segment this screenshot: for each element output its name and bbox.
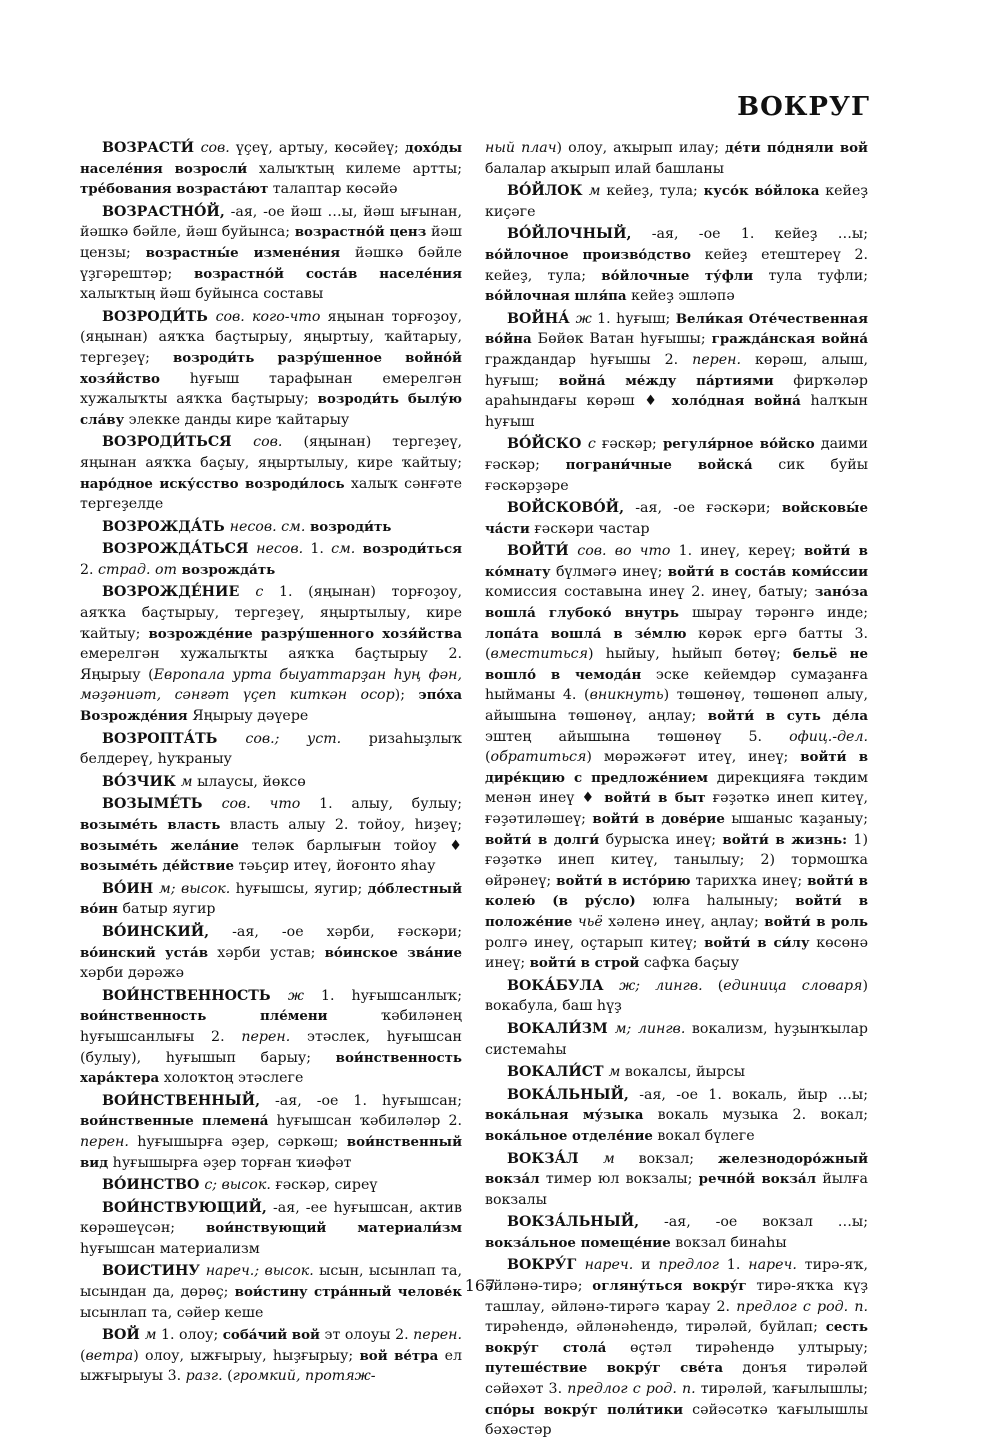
translation-text: вокал бүлеге <box>652 1127 755 1144</box>
translation-text: ( <box>702 977 724 994</box>
translation-text: йәш цензы; <box>80 224 462 261</box>
translation-text: юлға һалыныу; <box>635 893 796 910</box>
translation-text: батыр яугир <box>117 901 216 918</box>
example-phrase: вои́нственность хара́ктера <box>80 1049 462 1087</box>
headword: ВОКАЛИ́СТ <box>507 1064 609 1081</box>
translation-text: халыҡтың йәш буйынса составы <box>80 286 324 303</box>
grammar-label: вместиться <box>490 646 589 663</box>
translation-text: кейеҙ етештереү 2. кейеҙ, тула; <box>485 246 868 284</box>
translation-text: 1. һуғыш; <box>591 310 676 327</box>
dictionary-entry <box>80 729 462 770</box>
grammar-label: ж; лингв. <box>619 977 703 994</box>
example-phrase: возрожда́ть <box>177 561 276 578</box>
headword: ВО́ЙЛОЧНЫЙ, <box>507 226 632 243</box>
grammar-label: сов. <box>253 434 283 451</box>
example-phrase: вокза́льное помеще́ние <box>485 1234 671 1251</box>
example-phrase: войти́ в дове́рие <box>592 811 725 827</box>
example-phrase: возроди́ть былу́ю сла́ву <box>80 391 462 428</box>
headword: ВОЗРОПТА́ТЬ <box>102 730 246 747</box>
translation-text: вокаль музыка 2. вокал; <box>643 1107 868 1124</box>
dictionary-entry <box>80 539 462 580</box>
translation-text: үҫеү, артыу, көсәйеү; <box>229 140 405 156</box>
translation-text: граждандар һуғышы 2. <box>485 351 693 368</box>
example-phrase: вока́льное отделе́ние <box>485 1127 653 1144</box>
headword: ВО́ЙСКО <box>507 436 588 453</box>
translation-text: дирекцияға тәкдим менән инеү ♦ <box>485 769 868 807</box>
translation-text: кейеҙ, тула; <box>600 183 704 200</box>
headword: ВО́ЗЧИК <box>102 773 181 790</box>
dictionary-entry <box>485 309 868 433</box>
headword: ВОЗЫМЕ́ТЬ <box>102 796 222 813</box>
example-phrase: во́йлочная шля́па <box>485 288 627 305</box>
translation-text: комиссия составына инеү 2. инеү, батыу; <box>485 584 815 601</box>
translation-text: эт олоуы 2. <box>319 1327 414 1344</box>
translation-text: -ая, -ое вокзал …ы; <box>639 1214 868 1231</box>
dictionary-entry <box>80 432 462 514</box>
grammar-label: единица словаря <box>723 977 863 994</box>
grammar-label: предлог с род. п. <box>567 1381 696 1398</box>
example-phrase: дохо́ды населе́ния возросли́ <box>80 140 463 177</box>
dictionary-entry <box>80 1175 462 1196</box>
headword: ВОЗРОЖДА́ТЬ <box>102 518 230 535</box>
grammar-label: с; высок. <box>204 1177 271 1194</box>
translation-text: ғәскәр; <box>595 436 663 453</box>
headword: ВО́ИНСТВО <box>102 1177 205 1194</box>
translation-text: ) төшөнөү, төшөнөп алыу, айышына төшөнөү, аңлау; <box>485 687 869 725</box>
example-phrase: путеше́ствие вокру́г све́та <box>485 1360 724 1377</box>
translation-text: 1) ғәҙәткә инеп китеү, танылыу; 2) тормошҡа өйрәнеү; <box>485 831 868 889</box>
translation-text: ел ыжғырыуы 3. <box>80 1347 462 1385</box>
example-phrase: возроди́ть <box>305 518 392 535</box>
example-phrase: железнодоро́жный вокза́л <box>485 1150 869 1188</box>
grammar-label: обратиться <box>490 749 587 766</box>
dictionary-entry <box>80 879 462 920</box>
translation-text: һуғышсан ҡәбиләләр 2. <box>268 1113 462 1130</box>
grammar-label: Европала урта быуаттарҙан һуң фән, мәҙәниәт, сәнғәт үҫеп киткән осор <box>80 666 462 704</box>
headword: ВОКА́БУЛА <box>507 977 620 994</box>
example-phrase: возыме́ть жела́ние <box>80 837 239 854</box>
translation-text: 2. <box>80 561 99 578</box>
grammar-label: офиц.-дел. <box>789 728 868 745</box>
example-phrase: вои́нственность пле́мени <box>80 1008 328 1025</box>
grammar-label: сов. <box>200 140 230 156</box>
grammar-label: м <box>602 1150 615 1167</box>
example-phrase: наро́дное иску́сство возроди́лось <box>80 475 345 492</box>
headword: ВОИ́НСТВУЮЩИЙ, <box>102 1199 267 1216</box>
example-phrase: вои́стину стра́нный челове́к <box>234 1284 462 1301</box>
grammar-label: ж <box>575 310 592 327</box>
example-phrase: холо́дная война́ <box>671 393 801 410</box>
dictionary-entry <box>485 498 868 539</box>
example-phrase: во́йлочные ту́фли <box>601 267 754 284</box>
headword: ВОКРУ́Г <box>507 1257 585 1274</box>
headword: ВОИСТИНУ <box>102 1263 206 1280</box>
example-phrase: войти́ в колею́ (в ру́сло) <box>485 872 868 910</box>
translation-text: ( <box>222 1368 233 1385</box>
translation-text: балалар аҡырып илай башланы <box>485 160 725 177</box>
translation-text: ) мөрәжәғәт итеү, инеү; <box>586 749 801 766</box>
translation-text: емерелгән хужалыҡты аяҡҡа баҫтырыу 2. Яңырыу ( <box>80 646 462 683</box>
translation-text: Яңырыу дәүере <box>187 708 309 725</box>
dictionary-entry <box>485 434 868 496</box>
example-phrase: возыме́ть власть <box>80 817 221 833</box>
example-phrase: войти́ в долги́ <box>485 831 600 848</box>
grammar-label: предлог с род. п. <box>736 1298 869 1315</box>
grammar-label: ж <box>287 987 305 1004</box>
grammar-label: сов. во что <box>577 543 671 560</box>
headword: ВО́ИНСКИЙ, <box>102 923 210 940</box>
dictionary-entry <box>80 202 462 305</box>
headword: ВОЙТИ́ <box>507 543 578 560</box>
dictionary-entry <box>80 517 462 538</box>
grammar-label: сов.; уст. <box>245 730 342 747</box>
grammar-label: страд. от <box>98 561 177 578</box>
dictionary-entry <box>485 224 868 306</box>
headword: ВОКА́ЛЬНЫЙ, <box>507 1086 629 1103</box>
translation-text: власть алыу 2. тойоу, һиҙеү; <box>220 817 462 833</box>
grammar-label: с <box>587 436 596 453</box>
translation-text: ризаһыҙлыҡ белдереү, һуҡраныу <box>80 730 463 768</box>
translation-text: тәьҫир итеү, йоғонто яһау <box>234 858 436 875</box>
translation-text: ) вокабула, баш һүҙ <box>485 977 868 1015</box>
example-phrase: войти́ в соста́в коми́ссии <box>667 563 868 580</box>
translation-text: ) олоу, аҡырып илау; <box>556 140 726 156</box>
example-phrase: возрожде́ние разру́шенного хозя́йства <box>148 625 462 642</box>
dictionary-entry <box>485 1085 868 1147</box>
example-phrase: пограни́чные войска́ <box>565 456 753 473</box>
example-phrase: регуля́рное во́йско <box>662 436 815 453</box>
translation-text: элекке данды кире ҡайтарыу <box>124 411 350 428</box>
example-phrase: во́йлочное произво́дство <box>485 246 691 263</box>
dictionary-entry <box>485 1212 868 1253</box>
translation-text: 1. инеү, кереү; <box>670 543 804 560</box>
dictionary-entry <box>80 986 462 1089</box>
grammar-label: м <box>180 773 193 790</box>
headword: ВОЙ <box>102 1327 145 1344</box>
translation-text: (яңынан) тергеҙеү, яңынан аяҡҡа баҫыу, яңыртылыу, кире ҡайтыу; <box>80 434 462 471</box>
example-phrase: война́ ме́жду па́ртиями <box>558 372 774 389</box>
example-phrase: вока́льная му́зыка <box>485 1107 644 1124</box>
grammar-label: нареч.; высок. <box>205 1263 314 1280</box>
example-phrase: де́ти по́дняли вой <box>725 140 868 156</box>
example-phrase: войти́ в исто́рию <box>556 872 691 889</box>
translation-text: көрәк ергә батты 3. ( <box>485 625 868 663</box>
translation-text: хәрби устав; <box>208 944 325 961</box>
headword: ВОЙНА́ <box>507 310 576 327</box>
translation-text: бүлмәгә инеү; <box>550 563 668 580</box>
translation-text: ышаныс ҡаҙаныу; <box>724 811 868 827</box>
dictionary-entry <box>80 1325 462 1387</box>
example-phrase: войти́ в быт <box>604 790 706 807</box>
translation-text: ғәҙәткә инеп китеү, ғәҙәтиләшеү; <box>485 790 868 827</box>
translation-text: көрәш, алыш, һуғыш; <box>485 351 868 389</box>
example-phrase: сесть вокру́г стола́ <box>485 1319 868 1356</box>
example-phrase: вои́нственные племена́ <box>80 1113 269 1130</box>
translation-text: йылға вокзалы <box>485 1171 868 1208</box>
translation-text: шырау тәрәнгә инде; <box>679 605 868 622</box>
example-phrase: войти́ в си́лу <box>704 934 810 951</box>
grammar-label: перен. <box>413 1327 462 1344</box>
headword: ВОКАЛИ́ЗМ <box>507 1020 615 1037</box>
translation-text: -ая, -ое 1. һуғышсан; <box>260 1092 462 1109</box>
headword: ВОЗРАСТНО́Й, <box>102 203 225 220</box>
grammar-label: ный плач <box>485 140 557 156</box>
translation-text: һуғышсан материализм <box>80 1240 260 1257</box>
translation-text: хәрби дәрәжә <box>80 965 185 982</box>
translation-text: теләк барлығын тойоу ♦ <box>238 837 462 854</box>
dictionary-entry <box>80 138 462 200</box>
translation-text: һуғышырға әҙер торған ҡиәфәт <box>108 1154 352 1171</box>
translation-text: тимер юл вокзалы; <box>539 1171 699 1188</box>
grammar-label: вникнуть <box>589 687 664 704</box>
dictionary-entry <box>485 1019 868 1060</box>
example-phrase: во́инский уста́в <box>80 944 209 961</box>
translation-text: тирә-яҡҡа күҙ ташлау, әйләнә-тирәгә ҡарау 2. <box>485 1278 868 1315</box>
translation-text: холоҡтоң этәслеге <box>159 1070 304 1087</box>
translation-text: ролгә инеү, оҫтарып китеү; <box>485 934 705 951</box>
translation-text: ( <box>485 749 491 766</box>
grammar-label: чьё <box>572 913 603 930</box>
example-phrase: войти́ в ко́мнату <box>485 543 868 580</box>
example-phrase: возрастно́й ценз <box>294 224 427 241</box>
translation-text: ); <box>394 687 419 704</box>
example-phrase: возроди́ться <box>355 541 463 558</box>
example-phrase: войти́ в дире́кцию с предложе́нием <box>485 749 868 786</box>
translation-text: бурысҡа инеү; <box>599 831 723 848</box>
dictionary-entry <box>80 794 462 876</box>
translation-text: 1. олоу; <box>156 1327 223 1344</box>
translation-text: йәшкә бәйле үҙгәрештәр; <box>80 244 462 282</box>
example-phrase: войти́ в роль <box>764 913 868 930</box>
translation-text: вокзал; <box>614 1150 718 1167</box>
example-phrase: войти́ в положе́ние <box>485 893 868 930</box>
example-phrase: возрастно́й соста́в населе́ния <box>194 265 463 282</box>
translation-text: -ая, -ое йәш …ы, йәш ығынан, йәшкә бәйле, йәш буйынса; <box>80 203 462 241</box>
translation-text: өҫтәл тирәһендә ултырыу; <box>606 1339 868 1356</box>
translation-text: ғәскәри частар <box>529 520 650 537</box>
grammar-label: сов. что <box>221 796 301 813</box>
example-phrase: бельё не вошло́ в чемода́н <box>485 646 868 683</box>
dictionary-entry <box>485 1149 868 1211</box>
example-phrase: спо́ры вокру́г поли́тики <box>485 1401 684 1418</box>
dictionary-entry <box>485 976 868 1017</box>
example-phrase: вой ве́тра <box>359 1347 439 1364</box>
translation-text: һуғыш тарафынан емерелгән хужалыҡты аяҡҡа баҫтырыу; <box>80 370 462 408</box>
grammar-label: нареч. <box>584 1257 634 1274</box>
grammar-label: м <box>588 183 601 200</box>
grammar-label: несов. <box>256 541 304 558</box>
example-phrase: Вели́кая Оте́чественная во́йна <box>485 310 868 348</box>
translation-text: сафҡа баҫыу <box>639 955 740 972</box>
translation-text: тула туфли; <box>753 267 868 284</box>
grammar-label: перен. <box>241 1028 291 1045</box>
grammar-label: несов. см. <box>229 518 306 535</box>
dictionary-entry <box>80 582 462 726</box>
translation-text: вокализм, һуҙынҡылар системаһы <box>485 1020 868 1058</box>
translation-text: -ая, -ое ғәскәри; <box>624 500 782 517</box>
translation-text: -ая, -ое 1. вокаль, йыр …ы; <box>628 1086 868 1103</box>
translation-text: и <box>633 1257 659 1274</box>
translation-text: -ая, -ое хәрби, ғәскәри; <box>209 923 462 940</box>
translation-text: 1. һуғышсанлыҡ; <box>304 987 462 1004</box>
example-phrase: тре́бования возраста́ют <box>80 181 269 198</box>
example-phrase: лопа́та вошла́ в зе́млю <box>485 625 687 642</box>
grammar-label: нареч. <box>748 1257 797 1274</box>
grammar-label: ветра <box>85 1347 134 1364</box>
translation-text: кейеҙ эшләпә <box>626 288 735 305</box>
dictionary-entry <box>80 772 462 793</box>
example-phrase: возыме́ть де́йствие <box>80 858 234 875</box>
example-phrase: до́блестный во́ин <box>80 880 462 918</box>
translation-text: һалҡын һуғыш <box>485 393 868 430</box>
example-phrase: огляну́ться вокру́г <box>592 1278 747 1295</box>
translation-text: ғәскәр, сиреү <box>270 1177 378 1194</box>
headword: ВОИ́НСТВЕННЫЙ, <box>102 1092 261 1109</box>
translation-text: эске кейемдәр сумаҙанға һыйманы 4. ( <box>485 666 868 704</box>
grammar-label: с <box>255 584 264 601</box>
grammar-label: громкий, протяж- <box>232 1368 376 1385</box>
translation-text: ҡәбиләнең һуғышсанлығы 2. <box>80 1008 462 1045</box>
example-phrase: возроди́ть разру́шенное войно́й хозя́йство <box>80 349 462 387</box>
dictionary-entry <box>485 181 868 222</box>
translation-text: эштең айышына төшөнөү 5. <box>485 728 790 745</box>
example-phrase: войти́ в суть де́ла <box>707 708 868 725</box>
translation-text: даими ғәскәр; <box>485 436 868 473</box>
example-phrase: вои́нственный вид <box>80 1133 462 1171</box>
grammar-label: перен. <box>80 1133 129 1150</box>
translation-text: ысынлап та, сәйер кеше <box>80 1304 264 1321</box>
example-phrase: вои́нствующий материали́зм <box>205 1220 463 1237</box>
grammar-label: м <box>144 1327 157 1344</box>
entry-continuation <box>485 138 868 179</box>
translation-text: ) олоу, ыжғырыу, һыҙғырыу; <box>133 1347 360 1364</box>
translation-text: -ая, -ое 1. кейеҙ …ы; <box>631 226 868 243</box>
headword: ВОИ́НСТВЕННОСТЬ <box>102 987 288 1004</box>
translation-text: һуғышсы, яугир; <box>230 880 368 897</box>
example-phrase: войти́ в жизнь: <box>722 831 848 848</box>
translation-text: тирәһендә, әйләнәһендә, тирәләй, буйлап; <box>485 1319 826 1336</box>
example-phrase: соба́чий вой <box>222 1327 320 1344</box>
page-number: 167 <box>464 1276 496 1295</box>
translation-text: вокзал бинаһы <box>670 1234 787 1251</box>
translation-text: тирәләй, ҡағылышлы; <box>695 1381 868 1398</box>
example-phrase: во́инское зва́ние <box>324 944 462 961</box>
grammar-label: предлог <box>658 1257 719 1274</box>
translation-text: яңынан торғоҙоу, (яңынан) аяҡҡа баҫтырыу, яңыртыу, ҡайтарыу, тергеҙеү; <box>80 308 463 366</box>
dictionary-entry <box>80 307 462 431</box>
dictionary-entry <box>485 541 868 973</box>
translation-text: 1. (яңынан) торғоҙоу, аяҡҡа баҫтырыу, тергеҙеү, яңыртылыу, кире ҡайтыу; <box>80 584 463 642</box>
headword: ВОКЗА́Л <box>507 1150 603 1167</box>
grammar-label: м <box>608 1064 621 1081</box>
headword: ВОЗРОДИ́ТЬСЯ <box>102 434 254 451</box>
headword: ВОЗРОДИ́ТЬ <box>102 308 216 325</box>
translation-text: фирҡәләр араһындағы көрәш ♦ <box>485 372 868 410</box>
translation-text: ) һыйыу, һыйып бөтөү; <box>588 646 793 663</box>
dictionary-entry <box>80 922 462 984</box>
translation-text: тирә-яҡ, әйләнә-тирә; <box>485 1257 868 1295</box>
translation-text: донъя тирәләй сәйәхәт 3. <box>485 1360 868 1398</box>
dictionary-entry <box>80 1198 462 1260</box>
grammar-label: см. <box>331 541 356 558</box>
headword: ВОЗРОЖДЕ́НИЕ <box>102 584 256 601</box>
dictionary-entry <box>485 1255 868 1440</box>
example-phrase: эпо́ха Возрожде́ния <box>80 687 462 725</box>
example-phrase: кусо́к во́йлока <box>703 183 820 200</box>
dictionary-entry <box>80 1261 462 1323</box>
example-phrase: зано́за вошла́ глубоко́ внутрь <box>485 584 868 622</box>
dictionary-entry <box>80 1091 462 1173</box>
headword: ВОЙСКОВО́Й, <box>507 500 625 517</box>
translation-text: этәслек, һуғышсан (булыу), һуғышып барыу; <box>80 1028 462 1066</box>
translation-text: Бөйөк Ватан һуғышы; <box>531 331 712 348</box>
translation-text: кейеҙ киҫәге <box>485 183 869 220</box>
grammar-label: сов. кого-что <box>215 308 321 325</box>
translation-text: 1. алыу, булыу; <box>300 796 462 813</box>
translation-text: көсөнә инеү; <box>485 934 869 972</box>
right-column <box>485 138 868 1443</box>
grammar-label: м; лингв. <box>614 1020 686 1037</box>
grammar-label: м; высок. <box>159 880 231 897</box>
translation-text: сик буйы ғәскәрҙәре <box>485 456 868 494</box>
translation-text: ылаусы, йөксө <box>192 773 306 790</box>
translation-text: халыҡ сәнғәте тергеҙелде <box>80 475 462 513</box>
example-phrase: гражда́нская война́ <box>711 331 869 348</box>
translation-text: ( <box>80 1347 86 1364</box>
translation-text: халыҡтың килеме артты; <box>247 160 462 177</box>
translation-text: ысын, ысынлап та, ысындан да, дөрөҫ; <box>80 1263 462 1301</box>
grammar-label: разг. <box>185 1368 223 1385</box>
dictionary-entry <box>485 1062 868 1083</box>
translation-text: хәленә инеү, аңлау; <box>602 913 765 930</box>
grammar-label: перен. <box>692 351 741 368</box>
translation-text: 1. <box>718 1257 749 1274</box>
left-column <box>80 138 462 1389</box>
example-phrase: речно́й вокза́л <box>698 1171 817 1188</box>
example-phrase: войсковы́е ча́сти <box>485 500 868 537</box>
translation-text: вокалсы, йырсы <box>620 1064 746 1081</box>
example-phrase: возрастны́е измене́ния <box>145 244 341 261</box>
example-phrase: войти́ в строй <box>529 955 640 972</box>
translation-text: тарихҡа инеү; <box>690 872 808 889</box>
translation-text: талаптар көсәйә <box>268 181 398 198</box>
translation-text: сәйәсәткә ҡағылышлы бәхәстәр <box>485 1401 868 1439</box>
translation-text: һуғышырға әҙер, сәркәш; <box>128 1133 347 1150</box>
running-header: ВОКРУГ <box>737 92 870 122</box>
translation-text: 1. <box>303 541 332 558</box>
translation-text: -ая, -ее һуғышсан, актив көрәшеүсән; <box>80 1199 462 1237</box>
headword: ВОЗРОЖДА́ТЬСЯ <box>102 541 257 558</box>
headword: ВОЗРАСТИ́ <box>102 140 201 156</box>
headword: ВОКЗА́ЛЬНЫЙ, <box>507 1214 640 1231</box>
headword: ВО́ЙЛОК <box>507 183 589 200</box>
headword: ВО́ИН <box>102 880 159 897</box>
